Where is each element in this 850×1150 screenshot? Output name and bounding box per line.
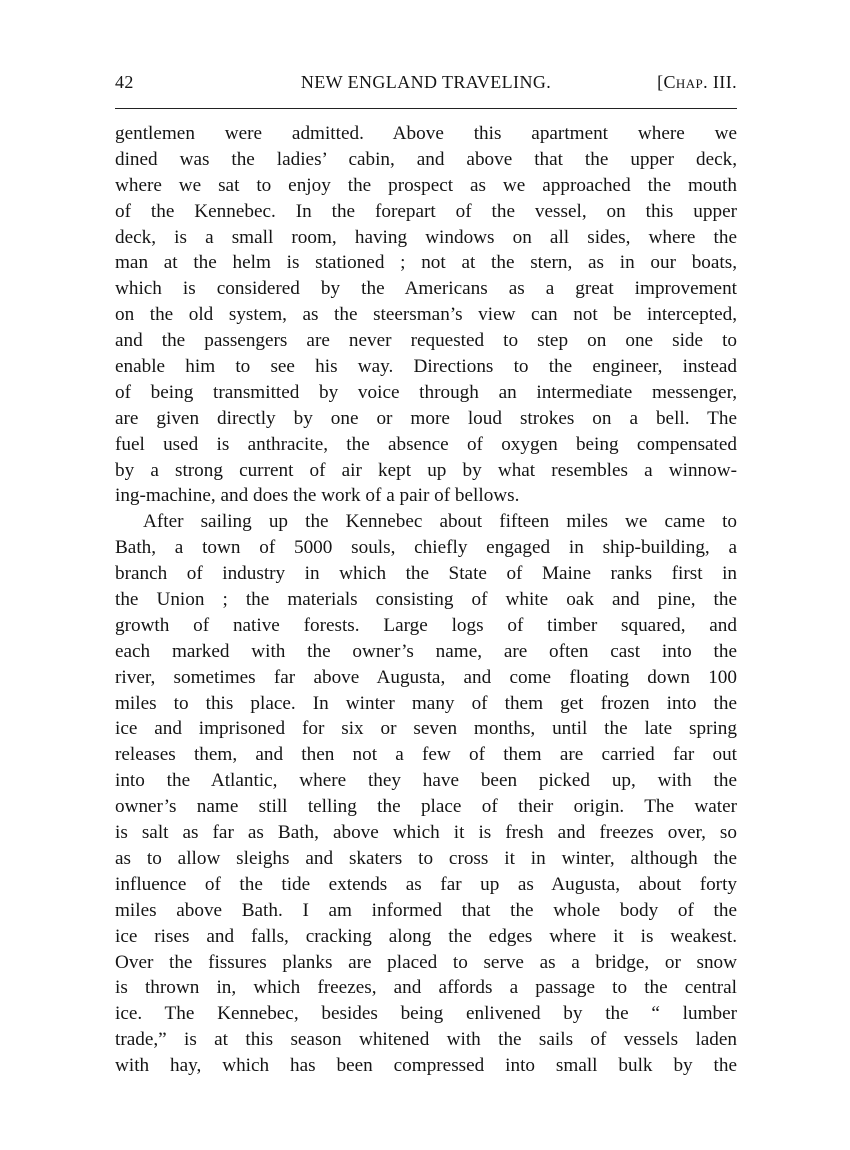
text-line: growth of native forests. Large logs of timber squared, and xyxy=(115,614,737,636)
text-line: dined was the ladies’ cabin, and above that the upper deck, xyxy=(115,148,737,170)
text-line: ice rises and falls, cracking along the edges where it is weakest. xyxy=(115,925,737,947)
text-line: branch of industry in which the State of Maine ranks first in xyxy=(115,563,737,585)
text-line: miles to this place. In winter many of them get frozen into the xyxy=(115,692,737,714)
text-line: miles above Bath. I am informed that the whole body of the xyxy=(115,899,737,921)
text-line: the Union ; the materials consisting of white oak and pine, the xyxy=(115,589,737,611)
text-line: of the Kennebec. In the forepart of the vessel, on this upper xyxy=(115,200,737,222)
header-rule xyxy=(115,108,737,109)
text-line: Over the fissures planks are placed to serve as a bridge, or snow xyxy=(115,951,737,973)
text-line: where we sat to enjoy the prospect as we approached the mouth xyxy=(115,174,737,196)
text-line: as to allow sleighs and skaters to cross it in winter, although the xyxy=(115,847,737,869)
text-line: enable him to see his way. Directions to the engineer, instead xyxy=(115,356,737,378)
page-number: 42 xyxy=(115,72,134,92)
text-line: with hay, which has been compressed into small bulk by the xyxy=(115,1055,737,1077)
text-line: is salt as far as Bath, above which it is fresh and freezes over, so xyxy=(115,822,737,844)
text-line: by a strong current of air kept up by what resembles a winnow- xyxy=(115,459,737,481)
text-line: each marked with the owner’s name, are often cast into the xyxy=(115,640,737,662)
body-text xyxy=(115,121,737,1079)
running-title: NEW ENGLAND TRAVELING. xyxy=(300,72,552,92)
text-line: releases them, and then not a few of them are carried far out xyxy=(115,744,737,766)
text-line: are given directly by one or more loud strokes on a bell. The xyxy=(115,407,737,429)
text-line: on the old system, as the steersman’s view can not be intercepted, xyxy=(115,304,737,326)
text-line: river, sometimes far above Augusta, and come floating down 100 xyxy=(115,666,737,688)
text-line: is thrown in, which freezes, and affords a passage to the central xyxy=(115,977,737,999)
text-line: gentlemen were admitted. Above this apartment where we xyxy=(115,123,737,144)
paragraph-start-line: After sailing up the Kennebec about fifteen miles we came to xyxy=(143,511,737,533)
running-head xyxy=(115,72,737,98)
chapter-reference: [Chap. III. xyxy=(657,72,737,92)
paragraph-end-line: ing-machine, and does the work of a pair of bellows. xyxy=(115,485,520,507)
text-line: of being transmitted by voice through an intermediate messenger, xyxy=(115,381,737,403)
text-line: and the passengers are never requested to step on one side to xyxy=(115,330,737,352)
text-line: influence of the tide extends as far up as Augusta, about forty xyxy=(115,873,737,895)
text-line: man at the helm is stationed ; not at the stern, as in our boats, xyxy=(115,252,737,274)
text-line: fuel used is anthracite, the absence of oxygen being compensated xyxy=(115,433,737,455)
text-line: deck, is a small room, having windows on all sides, where the xyxy=(115,226,737,248)
text-line: owner’s name still telling the place of their origin. The water xyxy=(115,796,737,818)
text-line: Bath, a town of 5000 souls, chiefly engaged in ship-building, a xyxy=(115,537,737,559)
text-line: trade,” is at this season whitened with the sails of vessels laden xyxy=(115,1029,737,1051)
text-line: ice. The Kennebec, besides being enlivened by the “ lumber xyxy=(115,1003,737,1025)
text-line: into the Atlantic, where they have been picked up, with the xyxy=(115,770,737,792)
text-line: ice and imprisoned for six or seven months, until the late spring xyxy=(115,718,737,740)
text-line: which is considered by the Americans as a great improvement xyxy=(115,278,737,300)
